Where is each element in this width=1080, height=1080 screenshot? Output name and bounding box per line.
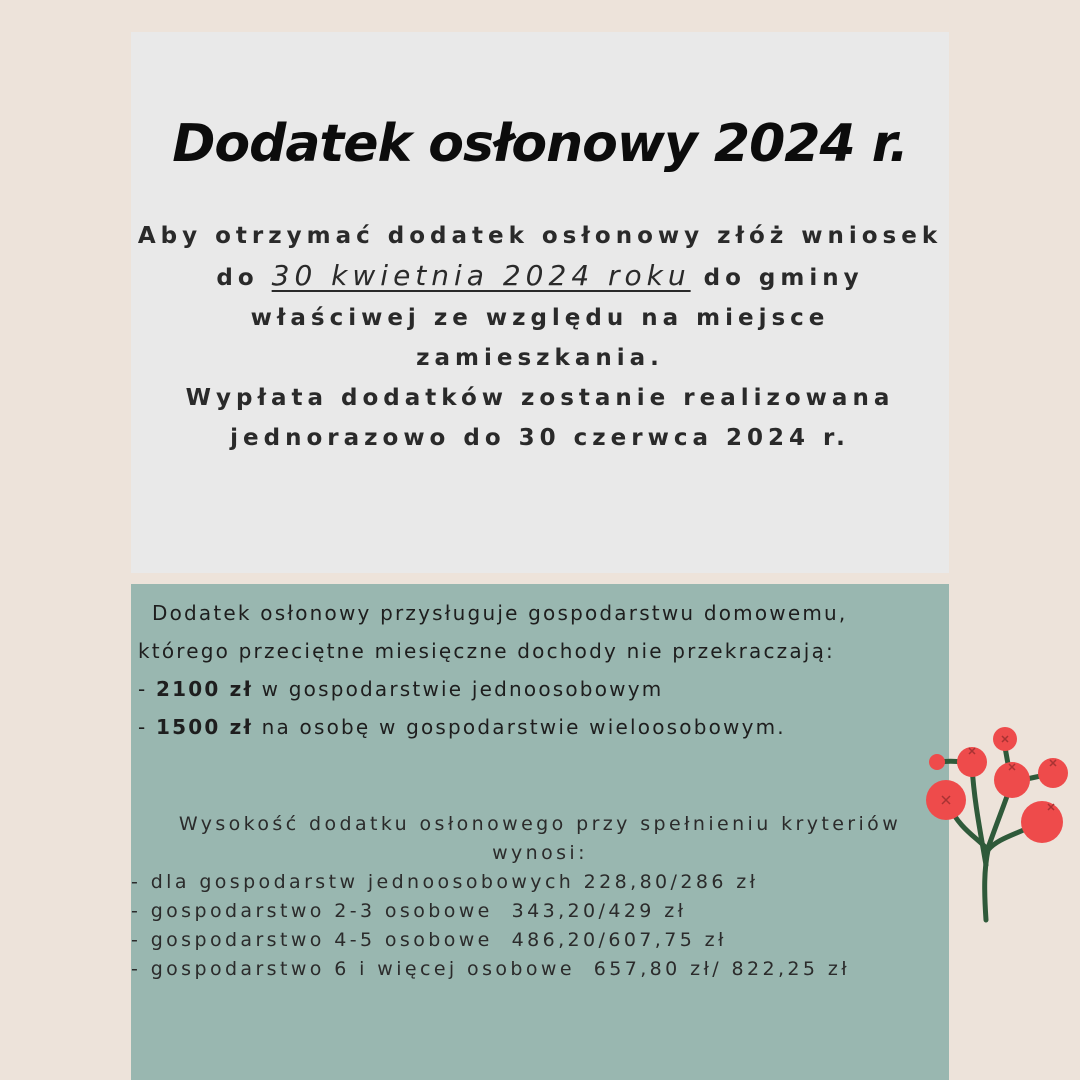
intro-part1: Aby otrzymać dodatek osłonowy złóż wniosek do bbox=[137, 223, 943, 291]
eligibility-section bbox=[138, 594, 953, 746]
payment-text: Wypłata dodatków zostanie realizowana jednorazowo do 30 czerwca 2024 r. bbox=[185, 385, 895, 451]
intro-part2: do gminy właściwej ze względu na miejsce zamieszkania. bbox=[250, 265, 864, 371]
income-limit-item bbox=[138, 708, 953, 746]
eligibility-line: którego przeciętne miesięczne dochody nie przekraczają: bbox=[138, 639, 835, 663]
info-panel bbox=[131, 584, 949, 1080]
income-amount: 2100 zł bbox=[155, 677, 254, 701]
amount-item: - dla gospodarstw jednoosobowych 228,80/286 zł bbox=[131, 871, 759, 893]
page-title: Dodatek osłonowy 2024 r. bbox=[172, 114, 908, 174]
bullet-dash: - bbox=[138, 677, 156, 701]
intro-text bbox=[131, 216, 949, 458]
income-description: w gospodarstwie jednoosobowym bbox=[253, 677, 664, 701]
deadline-date: 30 kwietnia 2024 roku bbox=[271, 259, 691, 292]
header-panel bbox=[131, 32, 949, 573]
amounts-list bbox=[131, 868, 949, 984]
income-description: na osobę w gospodarstwie wieloosobowym. bbox=[253, 715, 786, 739]
amounts-heading: Wysokość dodatku osłonowego przy spełnieniu kryteriów wynosi: bbox=[178, 813, 902, 864]
amount-item: - gospodarstwo 4-5 osobowe 486,20/607,75 zł bbox=[131, 929, 727, 951]
amounts-section bbox=[131, 810, 949, 984]
amount-item: - gospodarstwo 2-3 osobowe 343,20/429 zł bbox=[131, 900, 687, 922]
income-amount: 1500 zł bbox=[155, 715, 254, 739]
berry-branch-icon bbox=[918, 720, 1080, 930]
income-limit-item bbox=[138, 670, 953, 708]
eligibility-line: Dodatek osłonowy przysługuje gospodarstwu domowemu, bbox=[152, 601, 848, 625]
bullet-dash: - bbox=[138, 715, 156, 739]
amount-item: - gospodarstwo 6 i więcej osobowe 657,80 zł/ 822,25 zł bbox=[131, 958, 851, 980]
